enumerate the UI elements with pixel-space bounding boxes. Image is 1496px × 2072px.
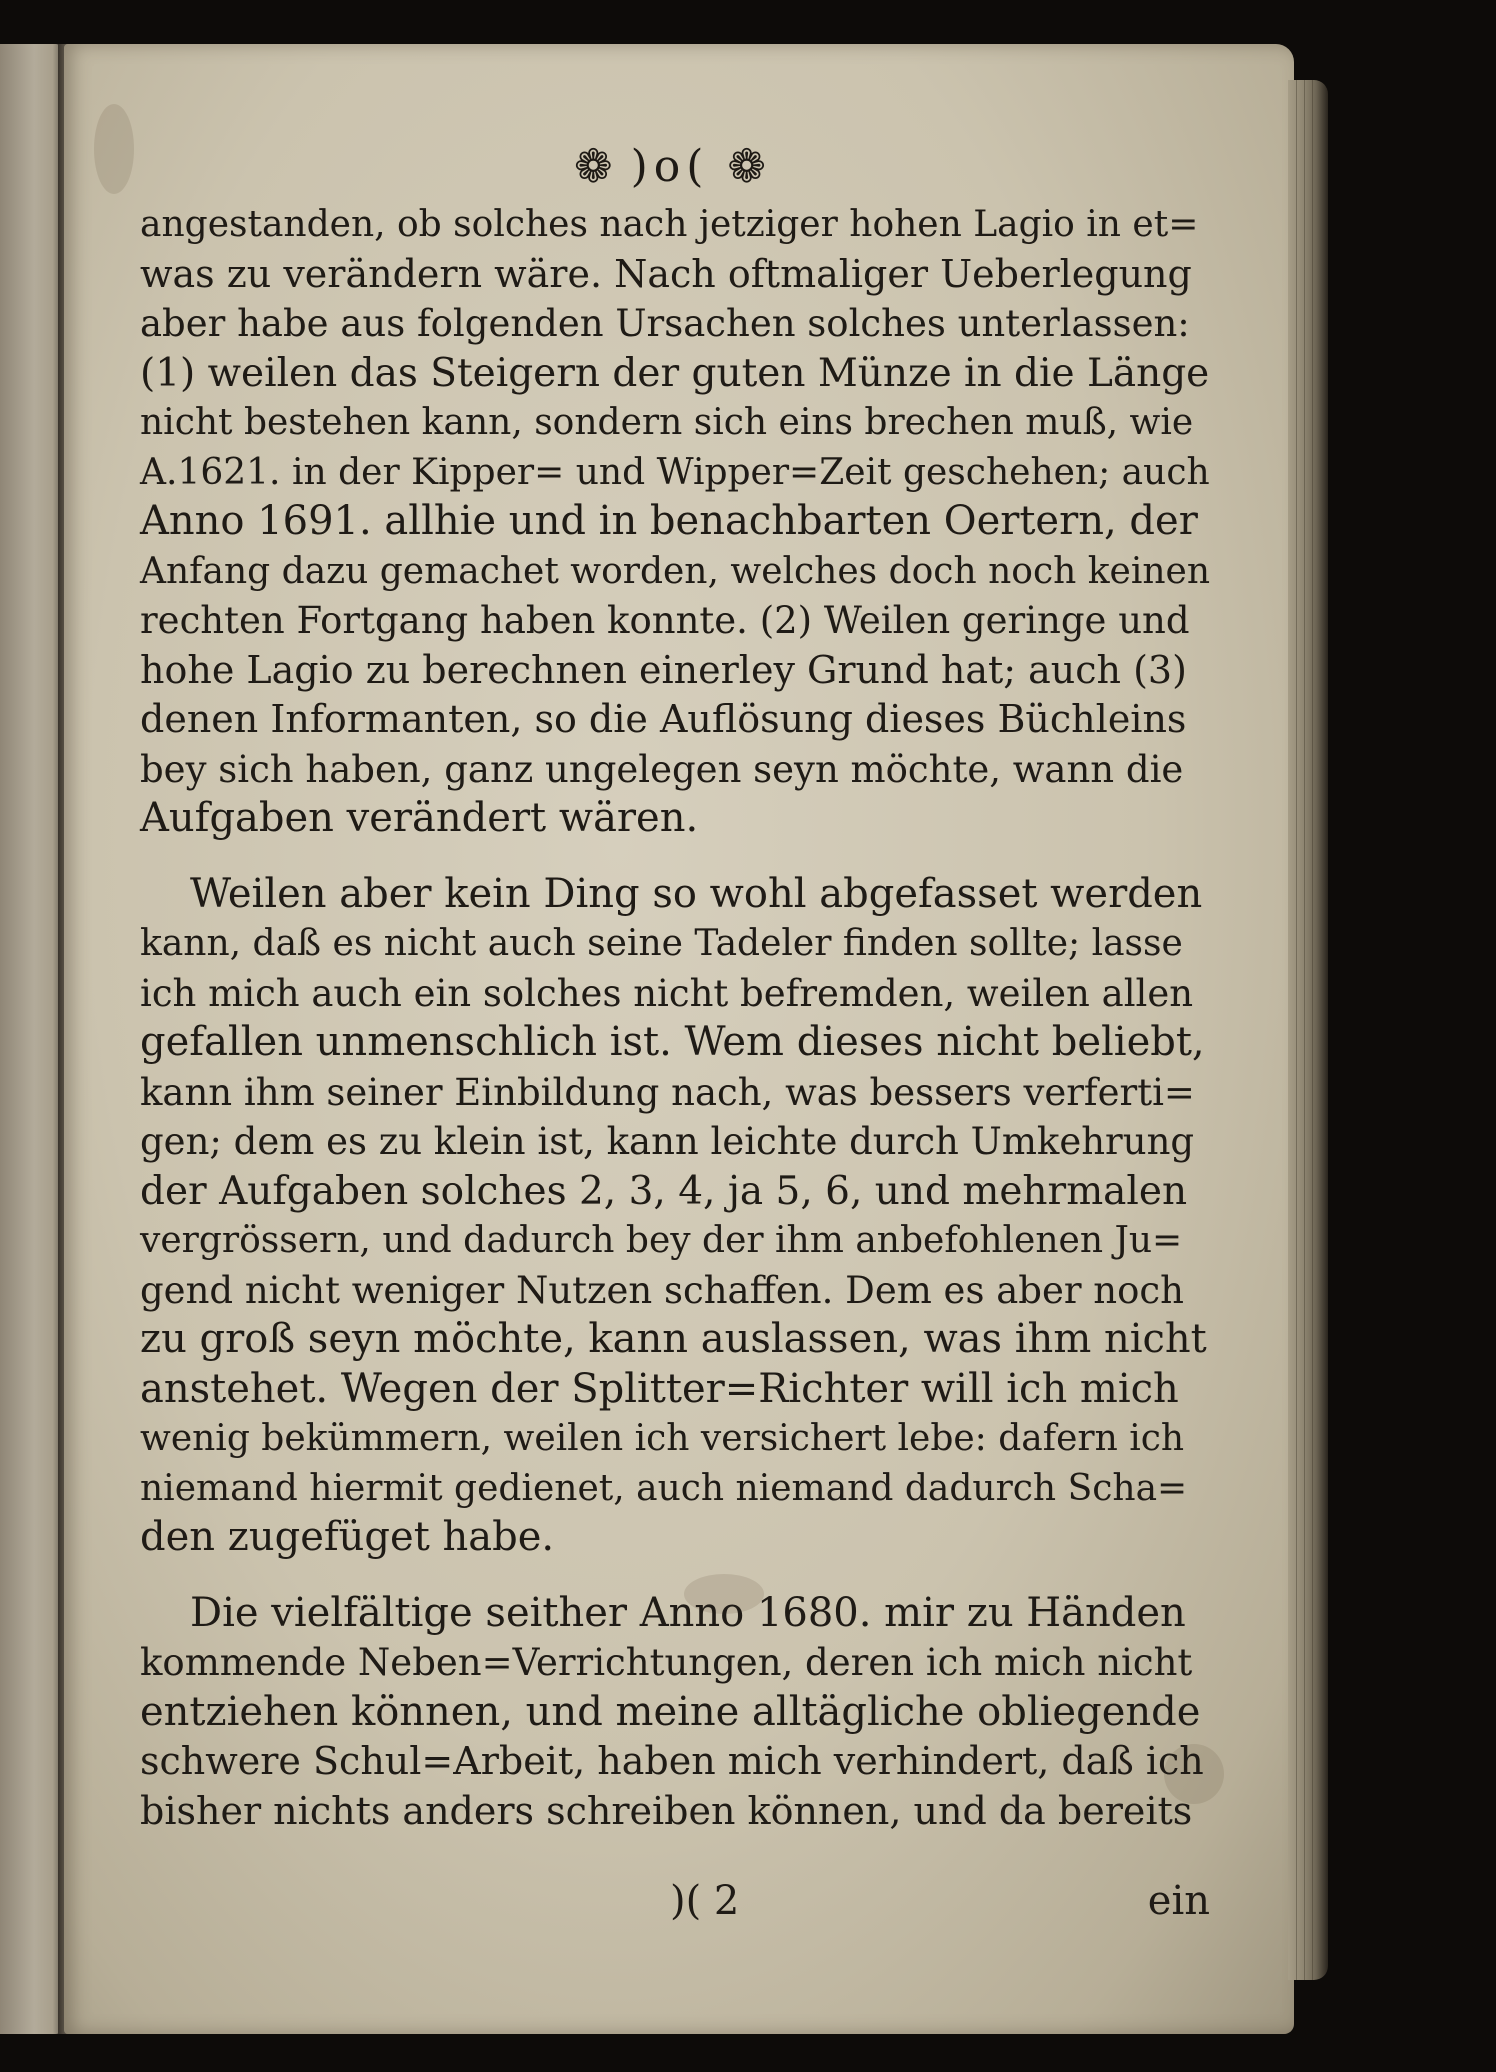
paragraph-3 — [140, 1589, 1210, 1837]
text-line: bey sich haben, ganz ungelegen seyn möchte, wann die — [140, 747, 1184, 791]
text-line: kommende Neben=Verrichtungen, deren ich mich nicht — [140, 1641, 1193, 1684]
catchword: ein — [1147, 1878, 1210, 1924]
text-line: schwere Schul=Arbeit, haben mich verhindert, daß ich — [140, 1739, 1204, 1783]
text-line: den zugefüget habe. — [140, 1514, 555, 1560]
body-text — [140, 200, 1210, 1836]
paragraph-2 — [140, 870, 1210, 1563]
text-line: A.1621. in der Kipper= und Wipper=Zeit geschehen; auch — [140, 451, 1210, 493]
text-line: kann ihm seiner Einbildung nach, was bessers verferti= — [140, 1070, 1195, 1114]
page-stack-edge — [1288, 80, 1328, 1980]
text-line: Weilen aber kein Ding so wohl abgefasset werden — [190, 870, 1203, 917]
paragraph-1 — [140, 200, 1210, 844]
text-line: entziehen können, und meine alltägliche obliegende — [140, 1688, 1201, 1735]
text-line: (1) weilen das Steigern der guten Münze in die Länge — [140, 350, 1210, 396]
text-line: niemand hiermit gedienet, auch niemand dadurch Scha= — [140, 1467, 1188, 1509]
text-line: vergrössern, und dadurch bey der ihm anbefohlenen Ju= — [140, 1220, 1183, 1261]
flower-ornament-icon: ❁ — [727, 139, 766, 193]
page-footer — [140, 1878, 1210, 1928]
text-line: Anfang dazu gemachet worden, welches doch noch keinen — [140, 550, 1211, 592]
paper-stain — [94, 104, 134, 194]
text-line: angestanden, ob solches nach jetziger hohen Lagio in et= — [140, 204, 1199, 245]
text-line: was zu verändern wäre. Nach oftmaliger Ueberlegung — [140, 251, 1192, 296]
text-line: Aufgaben verändert wären. — [140, 795, 699, 841]
signature-mark: )( 2 — [670, 1878, 740, 1924]
text-line: der Aufgaben solches 2, 3, 4, ja 5, 6, und mehrmalen — [140, 1168, 1188, 1214]
text-line: zu groß seyn möchte, kann auslassen, was ihm nicht — [140, 1316, 1207, 1362]
text-line: gen; dem es zu klein ist, kann leichte durch Umkehrung — [140, 1120, 1195, 1163]
text-line: denen Informanten, so die Auflösung dieses Büchleins — [140, 697, 1187, 741]
head-mark: )o( — [630, 140, 710, 192]
text-line: hohe Lagio zu berechnen einerley Grund hat; auch (3) — [140, 647, 1187, 692]
running-head — [500, 136, 840, 196]
facing-page-edge — [0, 44, 62, 2034]
text-line: gend nicht weniger Nutzen schaffen. Dem es aber noch — [140, 1268, 1184, 1312]
text-line: Anno 1691. allhie und in benachbarten Oertern, der — [140, 498, 1198, 544]
text-line: wenig bekümmern, weilen ich versichert lebe: dafern ich — [140, 1418, 1185, 1459]
text-line: anstehet. Wegen der Splitter=Richter will ich mich — [140, 1365, 1179, 1412]
text-line: ich mich auch ein solches nicht befremden, weilen allen — [140, 971, 1194, 1015]
text-line: Die vielfältige seither Anno 1680. mir zu Händen — [190, 1589, 1186, 1636]
text-line: nicht bestehen kann, sondern sich eins brechen muß, wie — [140, 402, 1194, 443]
text-line: kann, daß es nicht auch seine Tadeler finden sollte; lasse — [140, 923, 1183, 964]
flower-ornament-icon: ❁ — [574, 139, 613, 193]
text-line: gefallen unmenschlich ist. Wem dieses nicht beliebt, — [140, 1019, 1205, 1065]
text-line: aber habe aus folgenden Ursachen solches unterlassen: — [140, 302, 1190, 345]
text-line: rechten Fortgang haben konnte. (2) Weilen geringe und — [140, 599, 1190, 642]
text-line: bisher nichts anders schreiben können, und da bereits — [140, 1788, 1193, 1833]
